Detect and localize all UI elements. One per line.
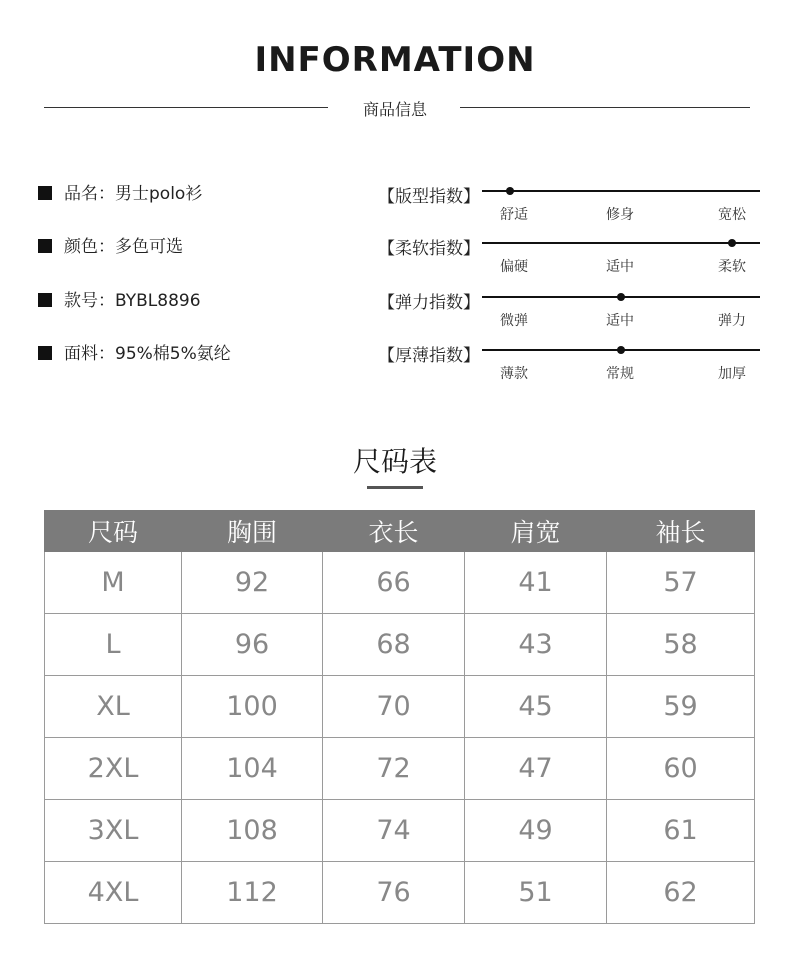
size-table-cell: 70 <box>323 676 465 738</box>
size-table-row <box>45 676 755 738</box>
size-table-cell: 104 <box>182 738 323 800</box>
index-marker-dot <box>617 346 625 354</box>
size-table-cell: 59 <box>607 676 755 738</box>
size-table-cell: L <box>45 614 182 676</box>
index-row <box>378 345 760 395</box>
index-scale-label: 宽松 <box>718 207 746 223</box>
index-scale-label: 薄款 <box>500 366 528 382</box>
index-scale-label: 柔软 <box>718 259 746 275</box>
size-table-row <box>45 800 755 862</box>
size-table-header-row <box>45 511 755 552</box>
size-table-cell: 60 <box>607 738 755 800</box>
size-table-cell: 2XL <box>45 738 182 800</box>
size-table-cell: 92 <box>182 552 323 614</box>
index-scale-label: 适中 <box>606 313 634 329</box>
size-table-cell: 49 <box>465 800 607 862</box>
index-track <box>482 349 760 382</box>
size-table-cell: 41 <box>465 552 607 614</box>
size-table-cell: 4XL <box>45 862 182 924</box>
size-table-cell: 58 <box>607 614 755 676</box>
index-row <box>378 292 760 342</box>
info-label: 品名： <box>64 184 115 204</box>
index-scale-label: 微弹 <box>500 313 528 329</box>
bullet-square-icon <box>38 293 52 307</box>
size-table-row <box>45 552 755 614</box>
size-table-cell: 100 <box>182 676 323 738</box>
index-track <box>482 190 760 223</box>
size-table-cell: 43 <box>465 614 607 676</box>
size-table-row <box>45 614 755 676</box>
size-table-row <box>45 862 755 924</box>
index-scale-label: 适中 <box>606 259 634 275</box>
size-table-cell: 61 <box>607 800 755 862</box>
index-row <box>378 186 760 236</box>
page-title: INFORMATION <box>254 40 536 80</box>
index-label: 【柔软指数】 <box>378 239 480 259</box>
index-track <box>482 242 760 275</box>
index-label: 【版型指数】 <box>378 187 480 207</box>
size-title-underline <box>367 486 423 489</box>
size-table-cell: 3XL <box>45 800 182 862</box>
index-scale-label: 加厚 <box>718 366 746 382</box>
size-table-cell: 112 <box>182 862 323 924</box>
size-table-header-cell: 尺码 <box>45 511 182 552</box>
size-table-cell: 74 <box>323 800 465 862</box>
size-table-cell: 45 <box>465 676 607 738</box>
index-scale-label: 弹力 <box>718 313 746 329</box>
size-table-cell: 47 <box>465 738 607 800</box>
size-table-cell: 66 <box>323 552 465 614</box>
info-label: 面料： <box>64 344 115 364</box>
index-label: 【弹力指数】 <box>378 293 480 313</box>
section-subtitle: 商品信息 <box>362 100 427 119</box>
info-value: 男士polo衫 <box>115 184 203 204</box>
size-table-cell: 76 <box>323 862 465 924</box>
size-table-header-cell: 肩宽 <box>465 511 607 552</box>
bullet-square-icon <box>38 186 52 200</box>
size-table-cell: 51 <box>465 862 607 924</box>
index-track <box>482 296 760 329</box>
size-table-body <box>45 552 755 924</box>
subtitle-divider-right <box>460 107 750 108</box>
size-table-cell: 72 <box>323 738 465 800</box>
index-marker-dot <box>617 293 625 301</box>
info-row <box>38 235 183 259</box>
size-table-header-cell: 胸围 <box>182 511 323 552</box>
info-row <box>38 182 202 206</box>
size-table <box>44 510 755 924</box>
index-scale-label: 偏硬 <box>500 259 528 275</box>
info-row <box>38 342 231 366</box>
size-table-cell: 57 <box>607 552 755 614</box>
index-scale-label: 舒适 <box>500 207 528 223</box>
index-scale-label: 修身 <box>606 207 634 223</box>
size-table-header-cell: 衣长 <box>323 511 465 552</box>
size-table-title: 尺码表 <box>352 445 437 478</box>
index-marker-dot <box>728 239 736 247</box>
size-table-cell: 108 <box>182 800 323 862</box>
index-row <box>378 238 760 288</box>
info-value: 95%棉5%氨纶 <box>115 344 231 364</box>
info-label: 款号： <box>64 291 115 311</box>
size-table-cell: XL <box>45 676 182 738</box>
bullet-square-icon <box>38 346 52 360</box>
info-value: 多色可选 <box>115 237 183 257</box>
size-table-cell: 62 <box>607 862 755 924</box>
size-table-row <box>45 738 755 800</box>
index-scale-label: 常规 <box>606 366 634 382</box>
size-table-header-cell: 袖长 <box>607 511 755 552</box>
info-value: BYBL8896 <box>115 291 201 311</box>
bullet-square-icon <box>38 239 52 253</box>
subtitle-divider-left <box>44 107 328 108</box>
info-label: 颜色： <box>64 237 115 257</box>
size-table-cell: 68 <box>323 614 465 676</box>
size-table-cell: M <box>45 552 182 614</box>
index-marker-dot <box>506 187 514 195</box>
index-label: 【厚薄指数】 <box>378 346 480 366</box>
info-row <box>38 289 201 313</box>
size-table-cell: 96 <box>182 614 323 676</box>
